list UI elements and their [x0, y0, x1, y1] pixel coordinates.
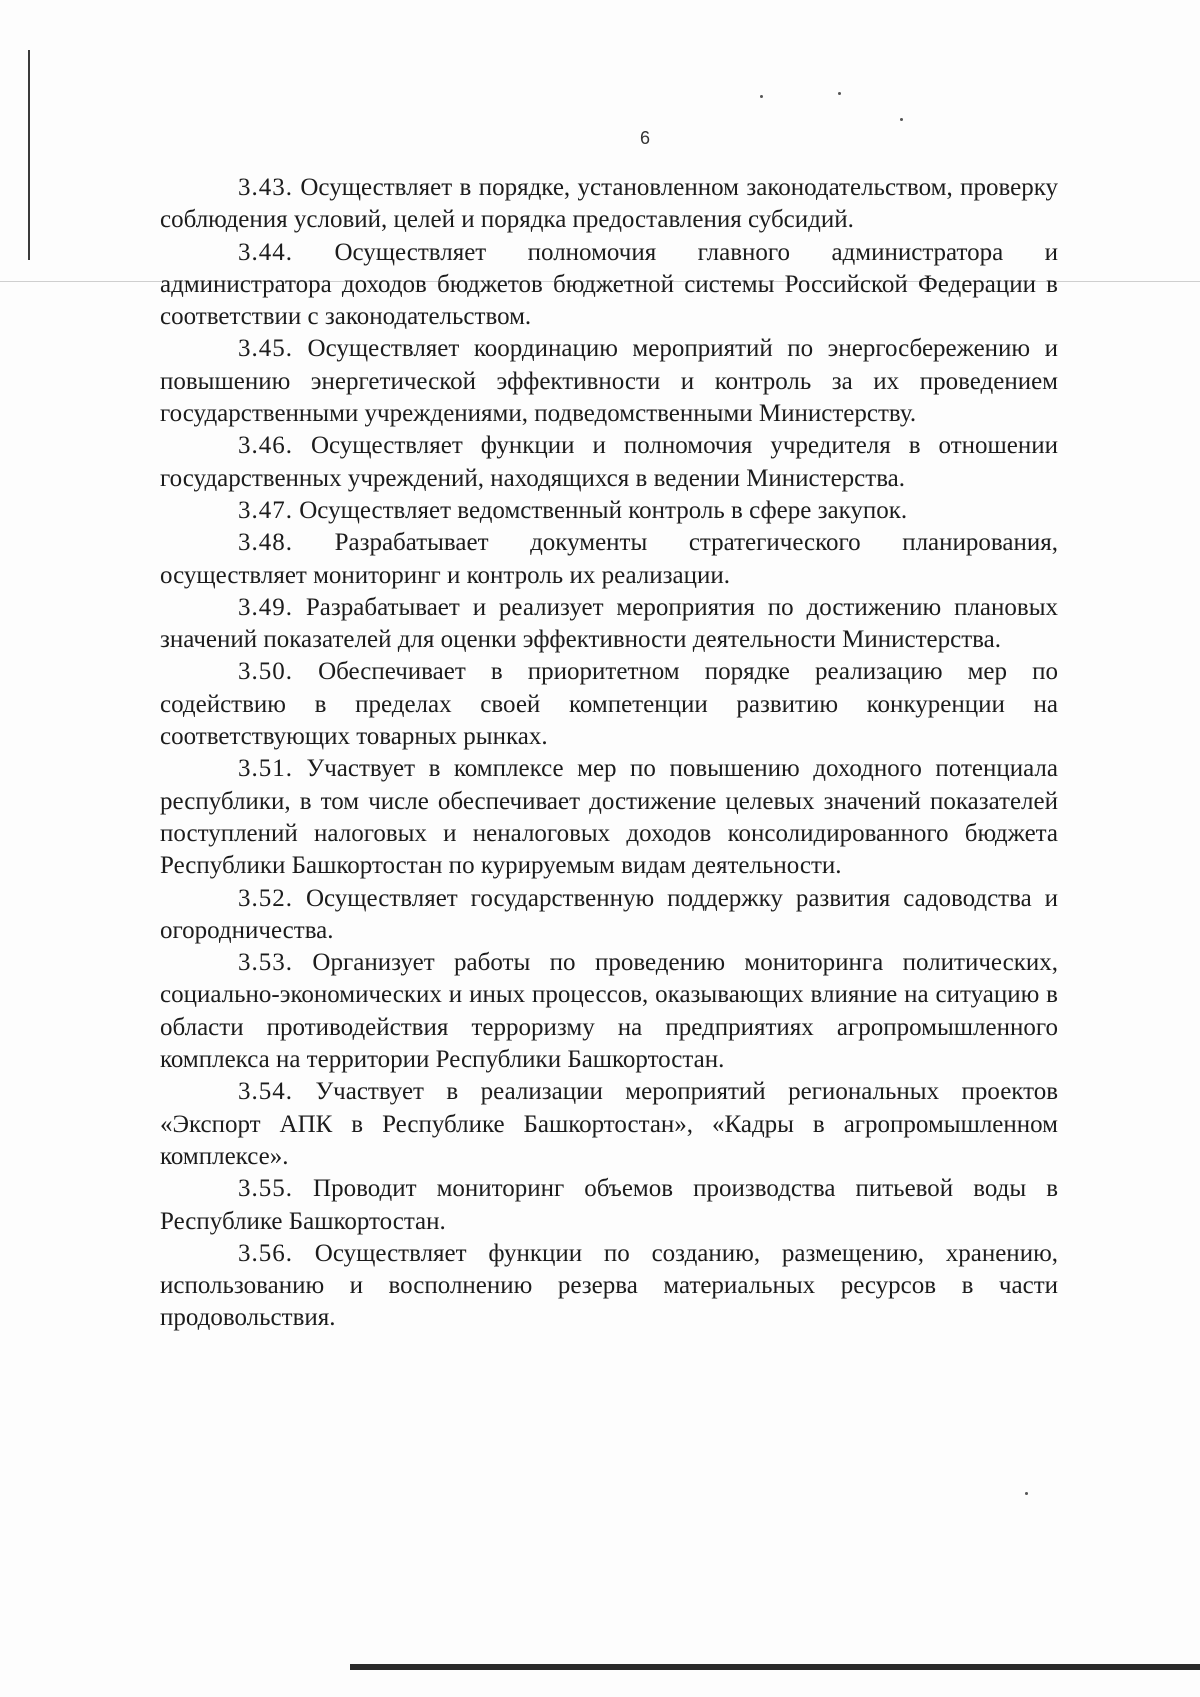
paragraph-number: 3.44. — [238, 238, 293, 266]
paragraph-text: Осуществляет функции по созданию, размещению, хранению, использованию и восполнению резерва материальных ресурсов в части продовольствия. — [160, 1239, 1058, 1332]
paragraph-number: 3.55. — [238, 1175, 293, 1203]
paragraph-3-55 — [160, 1173, 1058, 1238]
paragraph-number: 3.50. — [238, 658, 293, 686]
paragraph-text: Разрабатывает и реализует мероприятия по достижению плановых значений показателей для оценки эффективности деятельности Министерства. — [160, 593, 1059, 654]
paragraph-3-56 — [160, 1238, 1058, 1335]
paragraph-text: Осуществляет ведомственный контроль в сфере закупок. — [299, 496, 908, 524]
scan-speck — [900, 118, 903, 121]
paragraph-3-48 — [160, 527, 1058, 592]
paragraph-text: Осуществляет функции и полномочия учредителя в отношении государственных учреждений, находящихся в ведении Министерства. — [160, 432, 1058, 492]
paragraph-3-44 — [160, 237, 1058, 334]
paragraph-3-43 — [160, 172, 1058, 237]
paragraph-text: Участвует в комплексе мер по повышению доходного потенциала республики, в том числе обеспечивает достижение целевых значений показателей поступлений налоговых и неналоговых доходов консолидированного бюджета Республики Башкортостан по курируемым видам деятельности. — [160, 755, 1059, 880]
scan-speck — [1025, 1492, 1028, 1495]
page-number: 6 — [640, 128, 651, 148]
paragraph-text: Проводит мониторинг объемов производства питьевой воды в Республике Башкортостан. — [160, 1175, 1058, 1235]
paragraph-number: 3.45. — [238, 335, 293, 363]
scan-bottom-edge — [350, 1664, 1200, 1670]
paragraph-number: 3.54. — [238, 1078, 293, 1106]
paragraph-text: Осуществляет полномочия главного администратора и администратора доходов бюджетов бюджетной системы Российской Федерации в соответствии с законодательством. — [160, 238, 1058, 331]
paragraph-text: Осуществляет государственную поддержку развития садоводства и огородничества. — [160, 884, 1058, 944]
paragraph-3-50 — [160, 656, 1058, 753]
paragraph-text: Организует работы по проведению мониторинга политических, социально-экономических и иных процессов, оказывающих влияние на ситуацию в области противодействия терроризму на предприятиях агропромышленного комплекса на территории Республики Башкортостан. — [160, 949, 1059, 1074]
document-body — [160, 172, 1058, 1335]
paragraph-number: 3.43. — [238, 174, 293, 201]
paragraph-3-53 — [160, 947, 1058, 1076]
scan-speck — [760, 95, 763, 98]
paragraph-text: Обеспечивает в приоритетном порядке реализацию мер по содействию в пределах своей компетенции развитию конкуренции на соответствующих товарных рынках. — [160, 658, 1058, 751]
scan-edge-mark — [28, 50, 30, 260]
paragraph-text: Участвует в реализации мероприятий региональных проектов «Экспорт АПК в Республике Башкортостан», «Кадры в агропромышленном комплексе». — [160, 1078, 1059, 1170]
paragraph-number: 3.48. — [238, 529, 293, 557]
paragraph-3-45 — [160, 333, 1058, 430]
paragraph-number: 3.51. — [238, 755, 293, 783]
paragraph-3-54 — [160, 1076, 1058, 1173]
paragraph-3-46 — [160, 430, 1058, 495]
paragraph-3-52 — [160, 883, 1058, 948]
paragraph-number: 3.56. — [238, 1239, 293, 1267]
paragraph-3-47 — [160, 495, 1058, 527]
paragraph-number: 3.49. — [238, 593, 293, 621]
paragraph-number: 3.46. — [238, 432, 293, 460]
paragraph-3-49 — [160, 592, 1058, 657]
paragraph-number: 3.53. — [238, 949, 293, 977]
paragraph-text: Разрабатывает документы стратегического планирования, осуществляет мониторинг и контроль их реализации. — [160, 529, 1058, 589]
paragraph-text: Осуществляет координацию мероприятий по энергосбережению и повышению энергетической эффективности и контроль за их проведением государственными учреждениями, подведомственными Министерству. — [160, 335, 1059, 428]
paragraph-3-51 — [160, 753, 1058, 882]
scan-speck — [838, 92, 841, 95]
paragraph-number: 3.47. — [238, 496, 293, 524]
paragraph-number: 3.52. — [238, 884, 293, 912]
paragraph-text: Осуществляет в порядке, установленном законодательством, проверку соблюдения условий, целей и порядка предоставления субсидий. — [160, 174, 1058, 234]
